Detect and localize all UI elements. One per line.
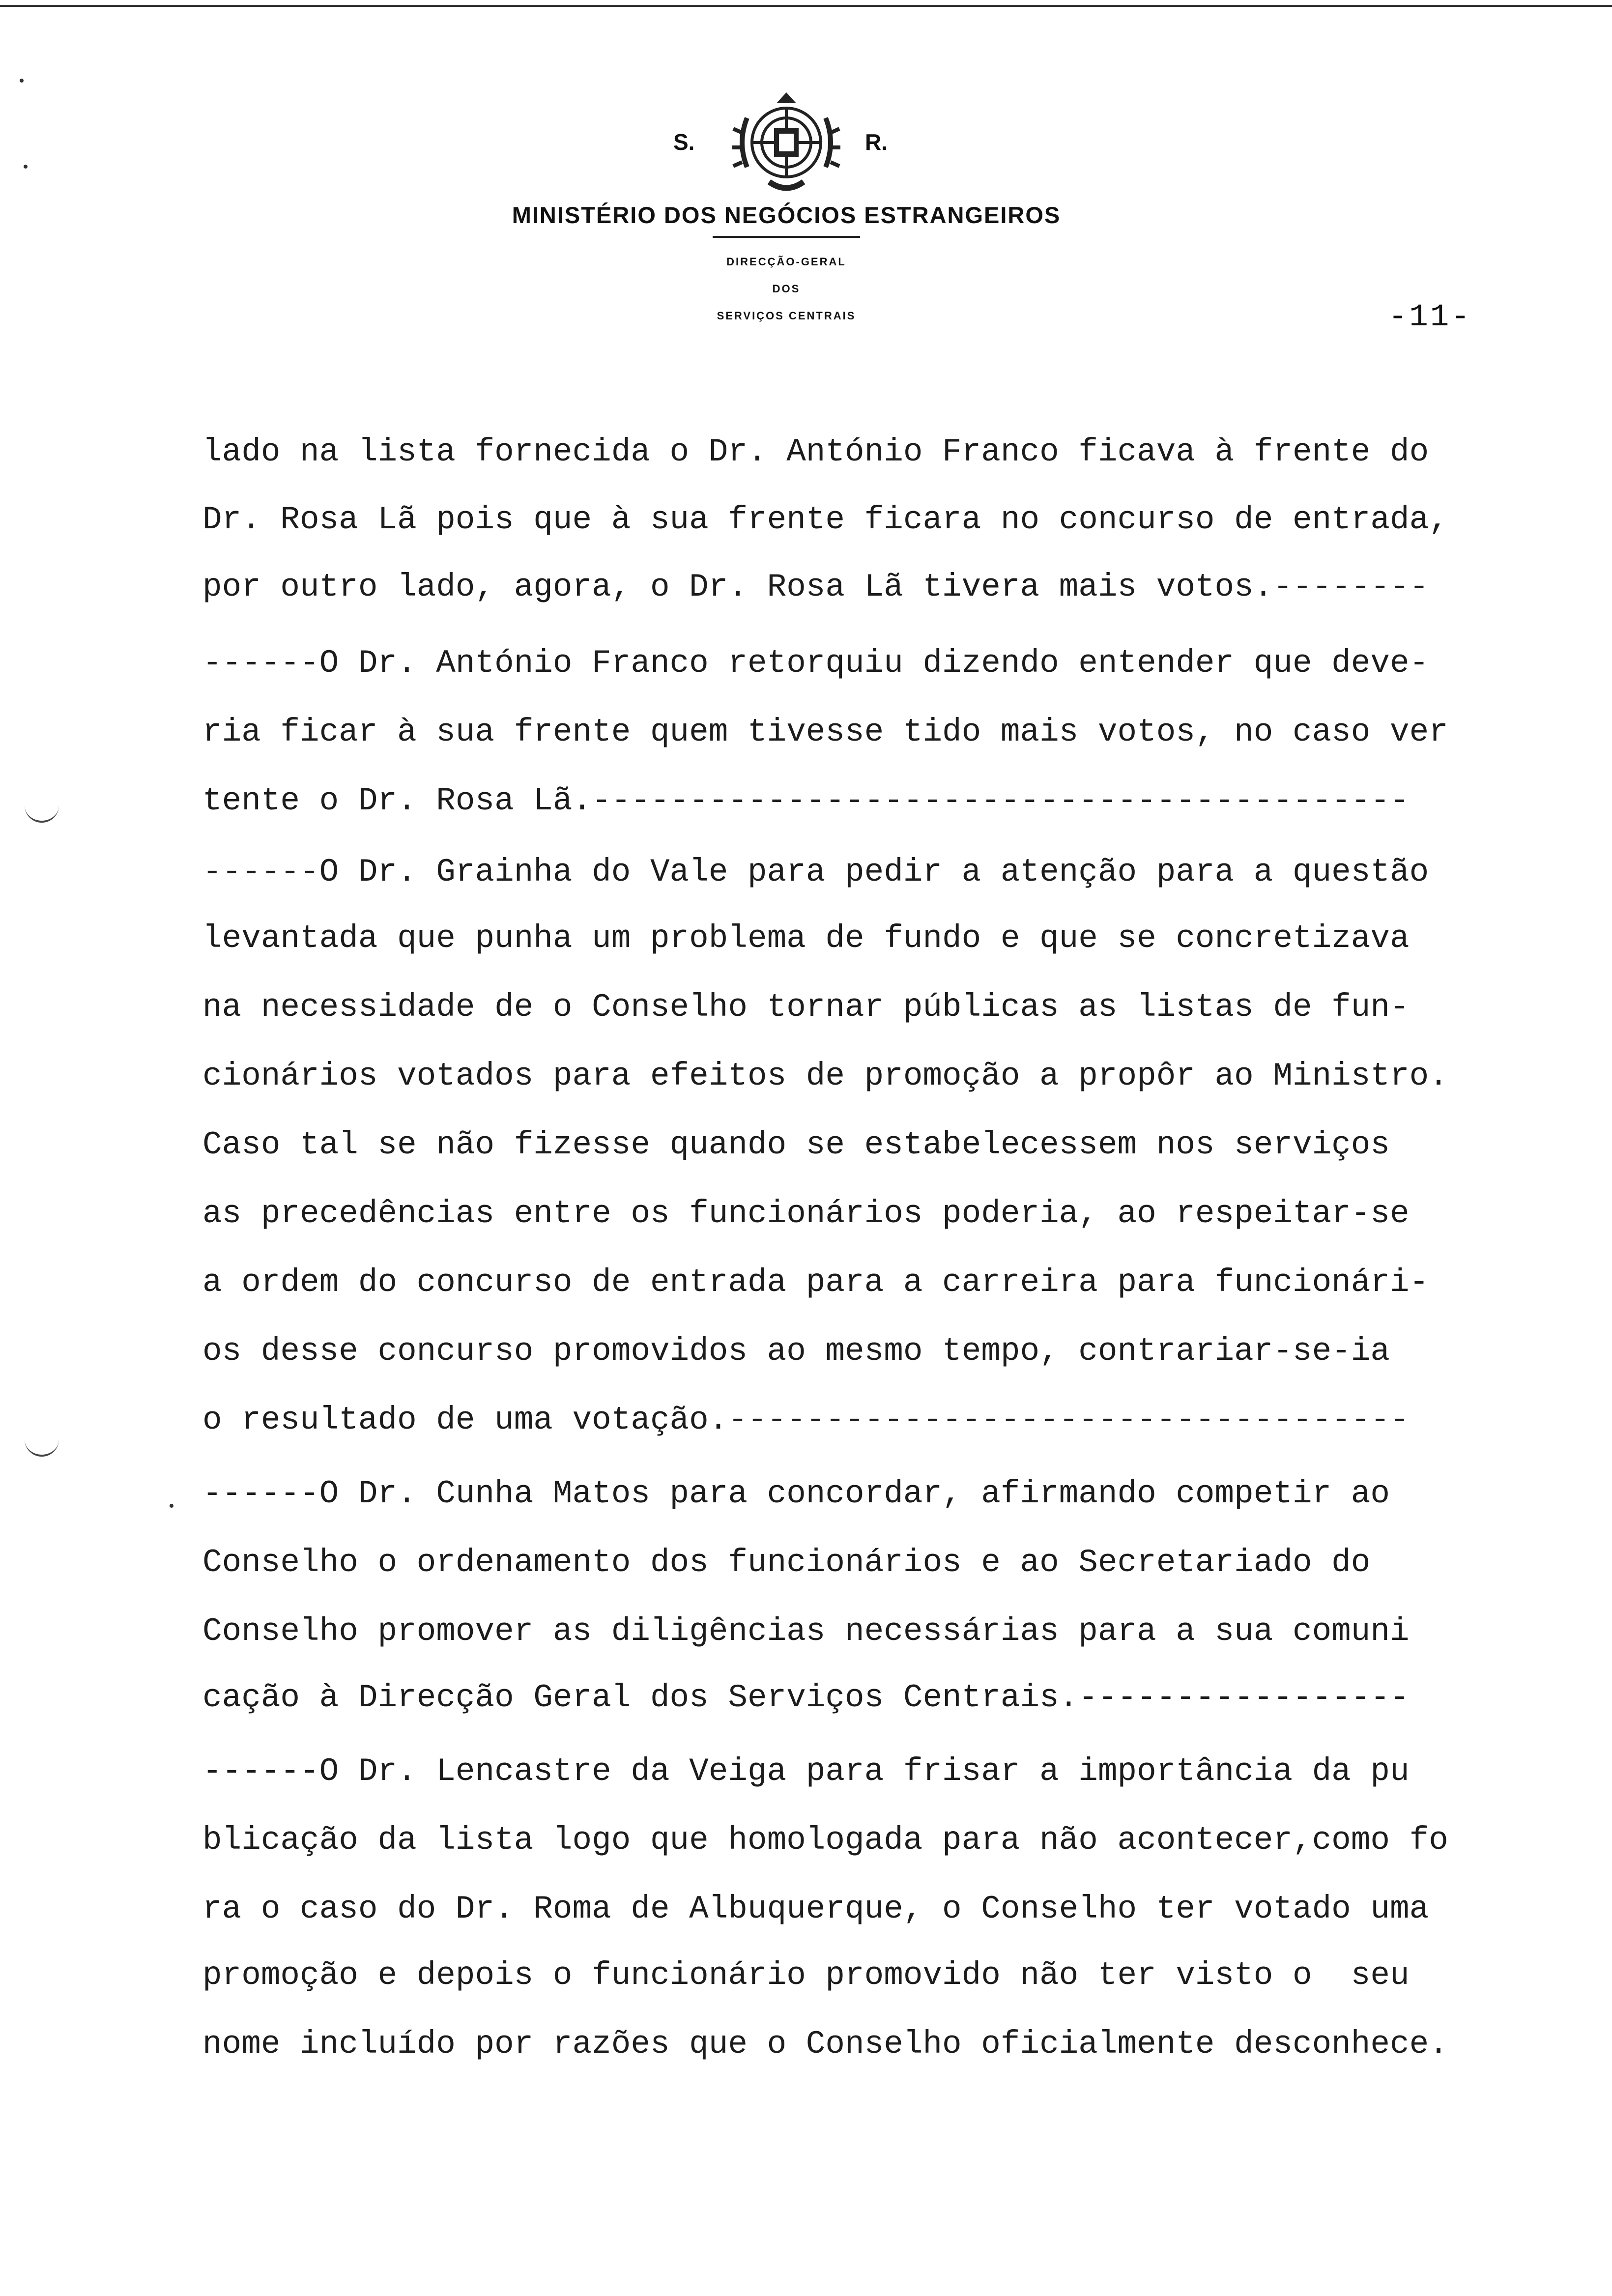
body-line: as precedências entre os funcionários poderia, ao respeitar-se [202,1195,1410,1232]
crest-letter-right: R. [865,129,888,155]
department-line-1: DIRECÇÃO-GERAL [726,256,846,268]
coat-of-arms-icon [727,88,845,197]
paper-speck [170,1504,173,1508]
body-line: por outro lado, agora, o Dr. Rosa Lã tivera mais votos.-------- [202,569,1429,605]
body-line: na necessidade de o Conselho tornar públicas as listas de fun- [202,989,1410,1026]
body-line: Conselho o ordenamento dos funcionários e ao Secretariado do [202,1544,1371,1581]
body-line: ------O Dr. Grainha do Vale para pedir a atenção para a questão [202,854,1429,890]
department-line-2: DOS [772,283,801,295]
letterhead [442,84,1130,339]
paper-speck [20,79,24,83]
page-number: -11- [1388,300,1472,335]
body-line: promoção e depois o funcionário promovido não ter visto o seu [202,1957,1410,1994]
body-line: tente o Dr. Rosa Lã.------------------------------------------ [202,782,1410,819]
department-line-3: SERVIÇOS CENTRAIS [717,310,856,322]
body-line: Conselho promover as diligências necessárias para a sua comuni [202,1613,1410,1650]
body-line: lado na lista fornecida o Dr. António Franco ficava à frente do [202,433,1429,470]
paper-speck [24,165,28,169]
ministry-name: MINISTÉRIO DOS NEGÓCIOS ESTRANGEIROS [512,202,1061,228]
body-line: cação à Direcção Geral dos Serviços Centrais.----------------- [202,1679,1410,1716]
crest-row [442,84,1130,197]
body-line: Caso tal se não fizesse quando se estabelecessem nos serviços [202,1126,1390,1163]
letterhead-divider [713,236,860,238]
top-border-line [0,5,1612,7]
body-line: blicação da lista logo que homologada para não acontecer,como fo [202,1822,1448,1859]
body-line: a ordem do concurso de entrada para a carreira para funcionári- [202,1264,1429,1301]
body-line: ra o caso do Dr. Roma de Albuquerque, o Conselho ter votado uma [202,1891,1429,1927]
body-line: o resultado de uma votação.----------------------------------- [202,1402,1410,1438]
body-line: nome incluído por razões que o Conselho oficialmente desconhece. [202,2026,1448,2063]
crest-letter-left: S. [673,129,695,155]
body-line: ------O Dr. Cunha Matos para concordar, afirmando competir ao [202,1475,1390,1512]
body-line: ------O Dr. Lencastre da Veiga para frisar a importância da pu [202,1753,1410,1790]
margin-mark [25,801,59,823]
body-line: os desse concurso promovidos ao mesmo tempo, contrariar-se-ia [202,1333,1390,1370]
body-line: cionários votados para efeitos de promoção a propôr ao Ministro. [202,1058,1448,1094]
margin-mark [25,1435,59,1457]
body-line: ria ficar à sua frente quem tivesse tido mais votos, no caso ver [202,714,1448,750]
body-line: levantada que punha um problema de fundo e que se concretizava [202,920,1410,957]
body-line: ------O Dr. António Franco retorquiu dizendo entender que deve- [202,645,1429,682]
body-line: Dr. Rosa Lã pois que à sua frente ficara no concurso de entrada, [202,501,1448,538]
